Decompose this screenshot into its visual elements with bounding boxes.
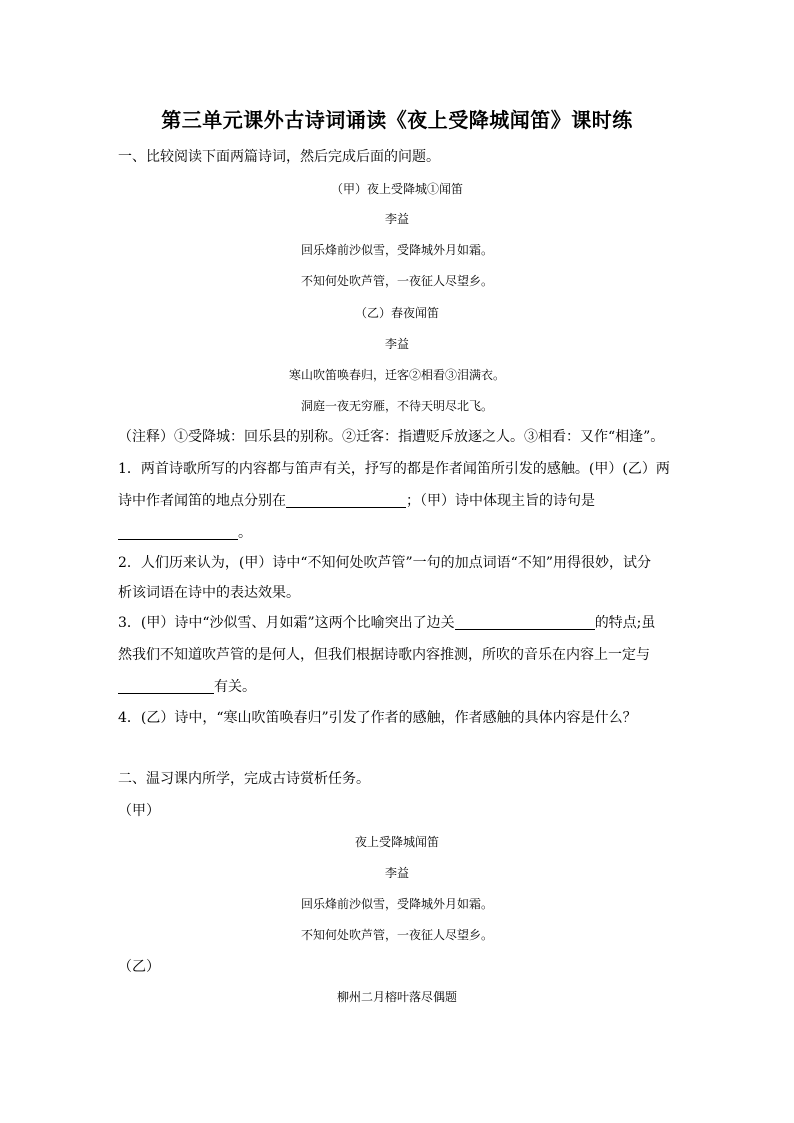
answer-blank[interactable] <box>455 615 595 630</box>
question-1-line1: 1．两首诗歌所写的内容都与笛声有关，抒写的都是作者闻笛所引发的感触。(甲）(乙）两 <box>118 461 670 477</box>
poem-c-author: 李益 <box>384 866 409 880</box>
question-3-line2: 然我们不知道吹芦管的是何人，但我们根据诗歌内容推测，所吹的音乐在内容上一定与 <box>118 647 650 663</box>
question-1-text-c: 。 <box>238 525 252 541</box>
question-3-text-a: 3．(甲）诗中“沙似雪、月如霜”这两个比喻突出了边关 <box>118 615 455 631</box>
poem-a-author: 李益 <box>384 212 409 226</box>
answer-blank[interactable] <box>118 525 238 540</box>
poem-a-line1: 回乐烽前沙似雪，受降城外月如霜。 <box>300 243 493 257</box>
question-2-line1: 2．人们历来认为，(甲）诗中“不知何处吹芦管”一句的加点词语“不知”用得很妙，试分 <box>118 555 651 571</box>
notes: （注释）①受降城：回乐县的别称。②迁客：指遭贬斥放逐之人。③相看：又作“相逢”。 <box>118 429 665 445</box>
poem-c-title: 夜上受降城闻笛 <box>354 835 439 849</box>
question-1-text-b: ；（甲）诗中体现主旨的诗句是 <box>406 493 595 509</box>
poem-b-line2: 洞庭一夜无穷雁，不待天明尽北飞。 <box>300 399 493 413</box>
question-1-line3 <box>118 522 252 542</box>
page-title: 第三单元课外古诗词诵读《夜上受降城闻笛》课时练 <box>161 108 633 132</box>
section2-label-b: （乙） <box>118 959 160 975</box>
question-1-line2 <box>118 490 595 510</box>
poem-a-title: （甲）夜上受降城①闻笛 <box>330 182 463 196</box>
answer-blank[interactable] <box>286 493 406 508</box>
question-3-text-b: 的特点;虽 <box>594 615 656 631</box>
answer-blank[interactable] <box>118 679 214 694</box>
poem-b-line1: 寒山吹笛唤春归，迁客②相看③泪满衣。 <box>288 368 505 382</box>
question-1-text-a: 诗中作者闻笛的地点分别在 <box>118 493 286 509</box>
section2-heading: 二、温习课内所学，完成古诗赏析任务。 <box>118 771 370 787</box>
poem-b-author: 李益 <box>384 337 409 351</box>
poem-c-line1: 回乐烽前沙似雪，受降城外月如霜。 <box>300 897 493 911</box>
poem-b-title: （乙）春夜闻笛 <box>354 306 439 320</box>
section1-heading: 一、比较阅读下面两篇诗词，然后完成后面的问题。 <box>118 149 440 165</box>
question-3-line1 <box>118 612 655 632</box>
question-2-line2: 析该词语在诗中的表达效果。 <box>118 585 300 601</box>
question-3-text-c: 有关。 <box>214 679 256 695</box>
poem-c-line2: 不知何处吹芦管，一夜征人尽望乡。 <box>300 928 493 942</box>
poem-a-line2: 不知何处吹芦管，一夜征人尽望乡。 <box>300 274 493 288</box>
section2-label-a: （甲） <box>118 803 160 819</box>
question-3-line3 <box>118 676 256 696</box>
question-4: 4．(乙）诗中，“寒山吹笛唤春归”引发了作者的感触，作者感触的具体内容是什么？ <box>118 710 637 726</box>
poem-d-title: 柳州二月榕叶落尽偶题 <box>336 990 457 1004</box>
